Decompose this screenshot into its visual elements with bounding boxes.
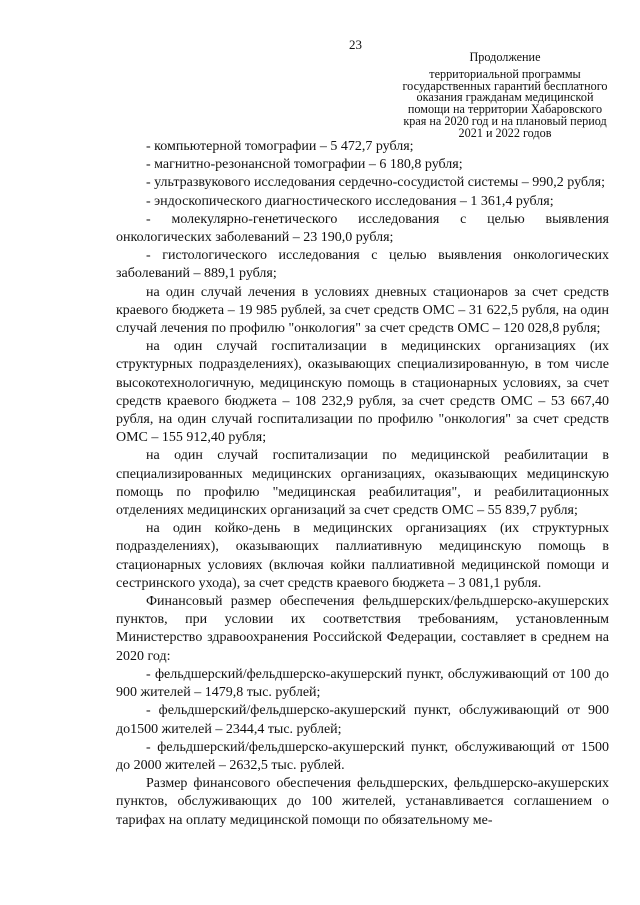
paragraph: на один случай госпитализации в медицинских организациях (их структурных подразделениях), оказывающих специализированную, в том числе высокотехнологичную, медицинскую помощь в стационарных условиях, за счет средств краевого бюджета – 108 232,9 рубля, за счет средств ОМС – 53 667,40 рубля, на один случай госпитализации по профилю "онкология" за счет средств ОМС – 155 912,40 рубля; (116, 339, 609, 446)
continuation-header (380, 52, 630, 140)
paragraph: на один койко-день в медицинских организациях (их структурных подразделениях), оказывающих паллиативную медицинскую помощь в стационарных условиях (включая койки паллиативной медицинской помощи и сестринского ухода), за счет средств краевого бюджета – 3 081,1 рубля. (116, 521, 609, 591)
paragraph: - гистологического исследования с целью выявления онкологических заболеваний – 889,1 рубля; (116, 248, 609, 282)
paragraph: - компьютерной томографии – 5 472,7 рубля; (146, 139, 414, 154)
paragraph: - фельдшерский/фельдшерско-акушерский пункт, обслуживающий от 900 до1500 жителей – 2344,4 тыс. рублей; (116, 703, 609, 737)
header-line: территориальной программы (429, 66, 581, 81)
header-line: помощи на территории Хабаровского (407, 102, 603, 117)
paragraph: - ультразвукового исследования сердечно-сосудистой системы – 990,2 рубля; (146, 175, 605, 191)
paragraph: - фельдшерский/фельдшерско-акушерский пункт, обслуживающий от 100 до 900 жителей – 1479,8 тыс. рублей; (116, 666, 609, 701)
paragraph: - эндоскопического диагностического исследования – 1 361,4 рубля; (146, 193, 554, 209)
header-line: государственных гарантий бесплатного (402, 78, 608, 93)
document-body (116, 138, 609, 830)
continuation-label: Продолжение (469, 50, 541, 64)
header-line: оказания гражданам медицинской (416, 90, 594, 105)
paragraph: - магнитно-резонансной томографии – 6 180,8 рубля; (146, 157, 463, 173)
paragraph: на один случай госпитализации по медицинской реабилитации в специализированных медицинских организациях, оказывающих медицинскую помощь по профилю "медицинская реабилитация", и реабилитационных отделениях медицинских организаций за счет средств ОМС – 55 839,7 рубля; (116, 448, 609, 519)
paragraph: Размер финансового обеспечения фельдшерских, фельдшерско-акушерских пунктов, обслуживающих до 100 жителей, устанавливается соглашением о тарифах на оплату медицинской помощи по обязательному ме- (116, 776, 609, 828)
paragraph: на один случай лечения в условиях дневных стационаров за счет средств краевого бюджета – 19 985 рублей, за счет средств ОМС – 31 622,5 рубля, на один случай лечения по профилю "онкология" за счет средств ОМС – 120 028,8 рубля; (116, 284, 609, 337)
paragraph: - фельдшерский/фельдшерско-акушерский пункт, обслуживающий от 1500 до 2000 жителей – 2632,5 тыс. рублей. (116, 739, 609, 773)
header-line: края на 2020 год и на плановый период (403, 113, 607, 128)
header-line: 2021 и 2022 годов (458, 125, 552, 140)
paragraph: - молекулярно-генетического исследования с целью выявления онкологических заболеваний – 23 190,0 рубля; (116, 211, 609, 246)
page-number: 23 (349, 37, 362, 52)
paragraph: Финансовый размер обеспечения фельдшерских/фельдшерско-акушерских пунктов, при условии их соответствия требованиям, установленным Министерство здравоохранения Российской Федерации, составляет в среднем на 2020 год: (116, 594, 609, 664)
